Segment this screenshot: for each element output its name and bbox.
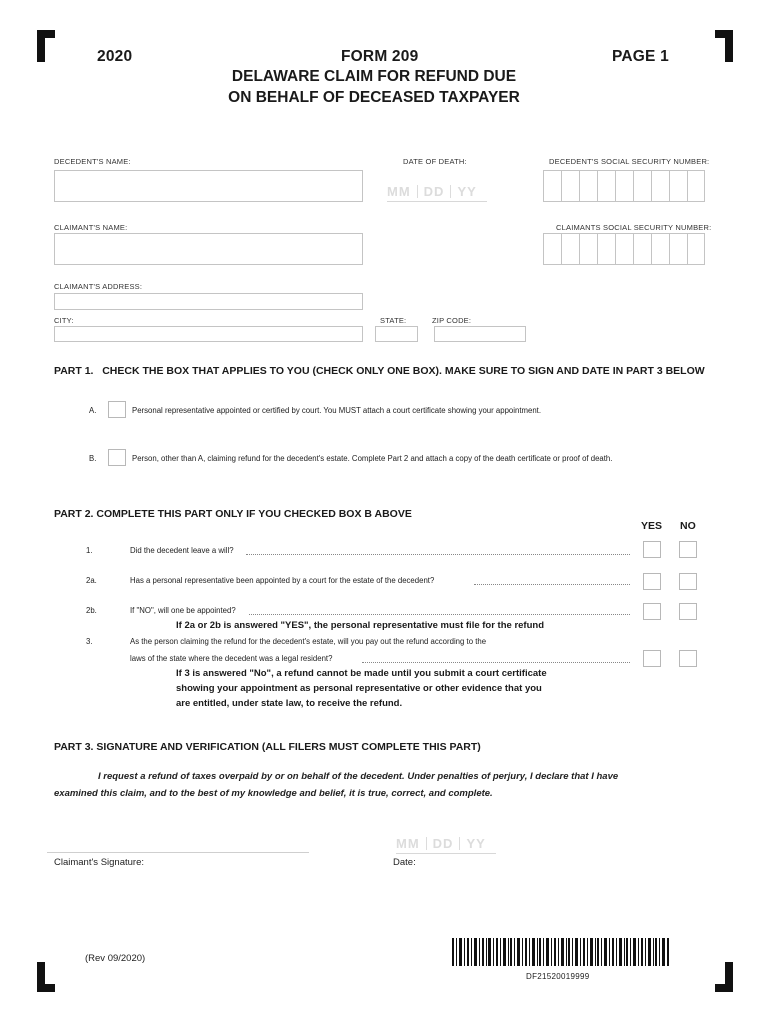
date-yy: YY (457, 184, 477, 199)
q1-text: Did the decedent leave a will? (130, 546, 234, 555)
date-mm: MM (387, 184, 411, 199)
option-b-checkbox[interactable] (108, 449, 126, 466)
signature-label: Claimant's Signature: (54, 857, 144, 868)
no-column-label: NO (680, 520, 696, 532)
yes-column-label: YES (641, 520, 663, 532)
q1-no-checkbox[interactable] (679, 541, 697, 558)
city-field[interactable] (54, 326, 363, 342)
q1-number: 1. (86, 546, 93, 555)
q2b-leader-dots (249, 614, 630, 615)
zip-label: ZIP CODE: (432, 316, 472, 325)
q3-yes-checkbox[interactable] (643, 650, 661, 667)
q2b-no-checkbox[interactable] (679, 603, 697, 620)
q2a-text: Has a personal representative been appointed by a court for the estate of the decedent? (130, 576, 435, 585)
date-of-death-label: DATE OF DEATH: (403, 157, 467, 166)
signature-line[interactable] (47, 852, 309, 853)
note-2a-2b: If 2a or 2b is answered "YES", the personal representative must file for the refund (176, 620, 544, 631)
barcode (452, 938, 670, 966)
barcode-bars (452, 938, 669, 966)
option-b-letter: B. (89, 454, 97, 463)
form-number: FORM 209 (341, 48, 419, 65)
part3-heading: PART 3. SIGNATURE AND VERIFICATION (ALL FILERS MUST COMPLETE THIS PART) (54, 741, 481, 753)
q3-text-line2: laws of the state where the decedent was a legal resident? (130, 654, 333, 663)
claimant-address-field[interactable] (54, 293, 363, 310)
corner-mark-top-left-tab (37, 30, 55, 38)
note-3-line3: are entitled, under state law, to receive the refund. (176, 698, 403, 709)
date-yy: YY (466, 836, 486, 851)
signature-date-field[interactable] (396, 836, 496, 854)
date-separator (450, 185, 451, 198)
q3-leader-dots (362, 662, 630, 663)
corner-mark-bottom-left-tab (37, 984, 55, 992)
q1-yes-checkbox[interactable] (643, 541, 661, 558)
declaration-line2: examined this claim, and to the best of my knowledge and belief, it is true, correct, and complete. (54, 788, 493, 799)
q2b-text: If "NO", will one be appointed? (130, 606, 236, 615)
corner-mark-top-right-tab (715, 30, 733, 38)
q3-text-line1: As the person claiming the refund for the decedent's estate, will you pay out the refund according to the (130, 637, 487, 646)
decedent-ssn-field[interactable] (543, 170, 705, 202)
barcode-number: DF21520019999 (526, 972, 590, 981)
form-title-line1: DELAWARE CLAIM FOR REFUND DUE (231, 68, 517, 85)
q2b-number: 2b. (86, 606, 97, 615)
note-3-line1: If 3 is answered "No", a refund cannot be made until you submit a court certificate (176, 668, 547, 679)
date-dd: DD (423, 184, 445, 199)
claimant-address-label: CLAIMANT'S ADDRESS: (54, 282, 143, 291)
claimant-name-label: CLAIMANT'S NAME: (54, 223, 128, 232)
claimant-ssn-label: CLAIMANTS SOCIAL SECURITY NUMBER: (556, 223, 712, 232)
city-label: CITY: (54, 316, 74, 325)
note-3-line2: showing your appointment as personal representative or other evidence that you (176, 683, 542, 694)
date-separator (459, 837, 460, 850)
option-a-checkbox[interactable] (108, 401, 126, 418)
corner-mark-bottom-right-tab (715, 984, 733, 992)
q3-number: 3. (86, 637, 93, 646)
option-a-text: Personal representative appointed or certified by court. You MUST attach a court certificate showing your appointment. (132, 406, 541, 415)
q2b-yes-checkbox[interactable] (643, 603, 661, 620)
state-field[interactable] (375, 326, 418, 342)
q3-no-checkbox[interactable] (679, 650, 697, 667)
claimant-ssn-field[interactable] (543, 233, 705, 265)
q2a-leader-dots (474, 584, 630, 585)
zip-field[interactable] (434, 326, 526, 342)
q2a-number: 2a. (86, 576, 97, 585)
declaration-line1: I request a refund of taxes overpaid by or on behalf of the decedent. Under penalties of perjury, I declare that I have (98, 771, 619, 782)
decedent-ssn-label: DECEDENT'S SOCIAL SECURITY NUMBER: (549, 157, 710, 166)
state-label: STATE: (380, 316, 407, 325)
revision-date: (Rev 09/2020) (85, 953, 146, 964)
option-a-letter: A. (89, 406, 97, 415)
q2a-yes-checkbox[interactable] (643, 573, 661, 590)
page-number: PAGE 1 (612, 48, 669, 65)
form-title-line2: ON BEHALF OF DECEASED TAXPAYER (228, 89, 520, 106)
date-dd: DD (432, 836, 454, 851)
claimant-name-field[interactable] (54, 233, 363, 265)
part2-heading: PART 2. COMPLETE THIS PART ONLY IF YOU CHECKED BOX B ABOVE (54, 508, 412, 520)
q2a-no-checkbox[interactable] (679, 573, 697, 590)
q1-leader-dots (246, 554, 630, 555)
date-label: Date: (393, 857, 416, 868)
decedent-name-label: DECEDENT'S NAME: (54, 157, 131, 166)
option-b-text: Person, other than A, claiming refund for the decedent's estate. Complete Part 2 and attach a copy of the death certificate or proof of death. (132, 454, 613, 463)
date-of-death-field[interactable] (387, 184, 487, 202)
decedent-name-field[interactable] (54, 170, 363, 202)
date-separator (417, 185, 418, 198)
form-year: 2020 (97, 48, 133, 65)
part1-heading: PART 1. CHECK THE BOX THAT APPLIES TO YOU (CHECK ONLY ONE BOX). MAKE SURE TO SIGN AND DATE IN PART 3 BELOW (54, 365, 705, 377)
date-separator (426, 837, 427, 850)
date-mm: MM (396, 836, 420, 851)
